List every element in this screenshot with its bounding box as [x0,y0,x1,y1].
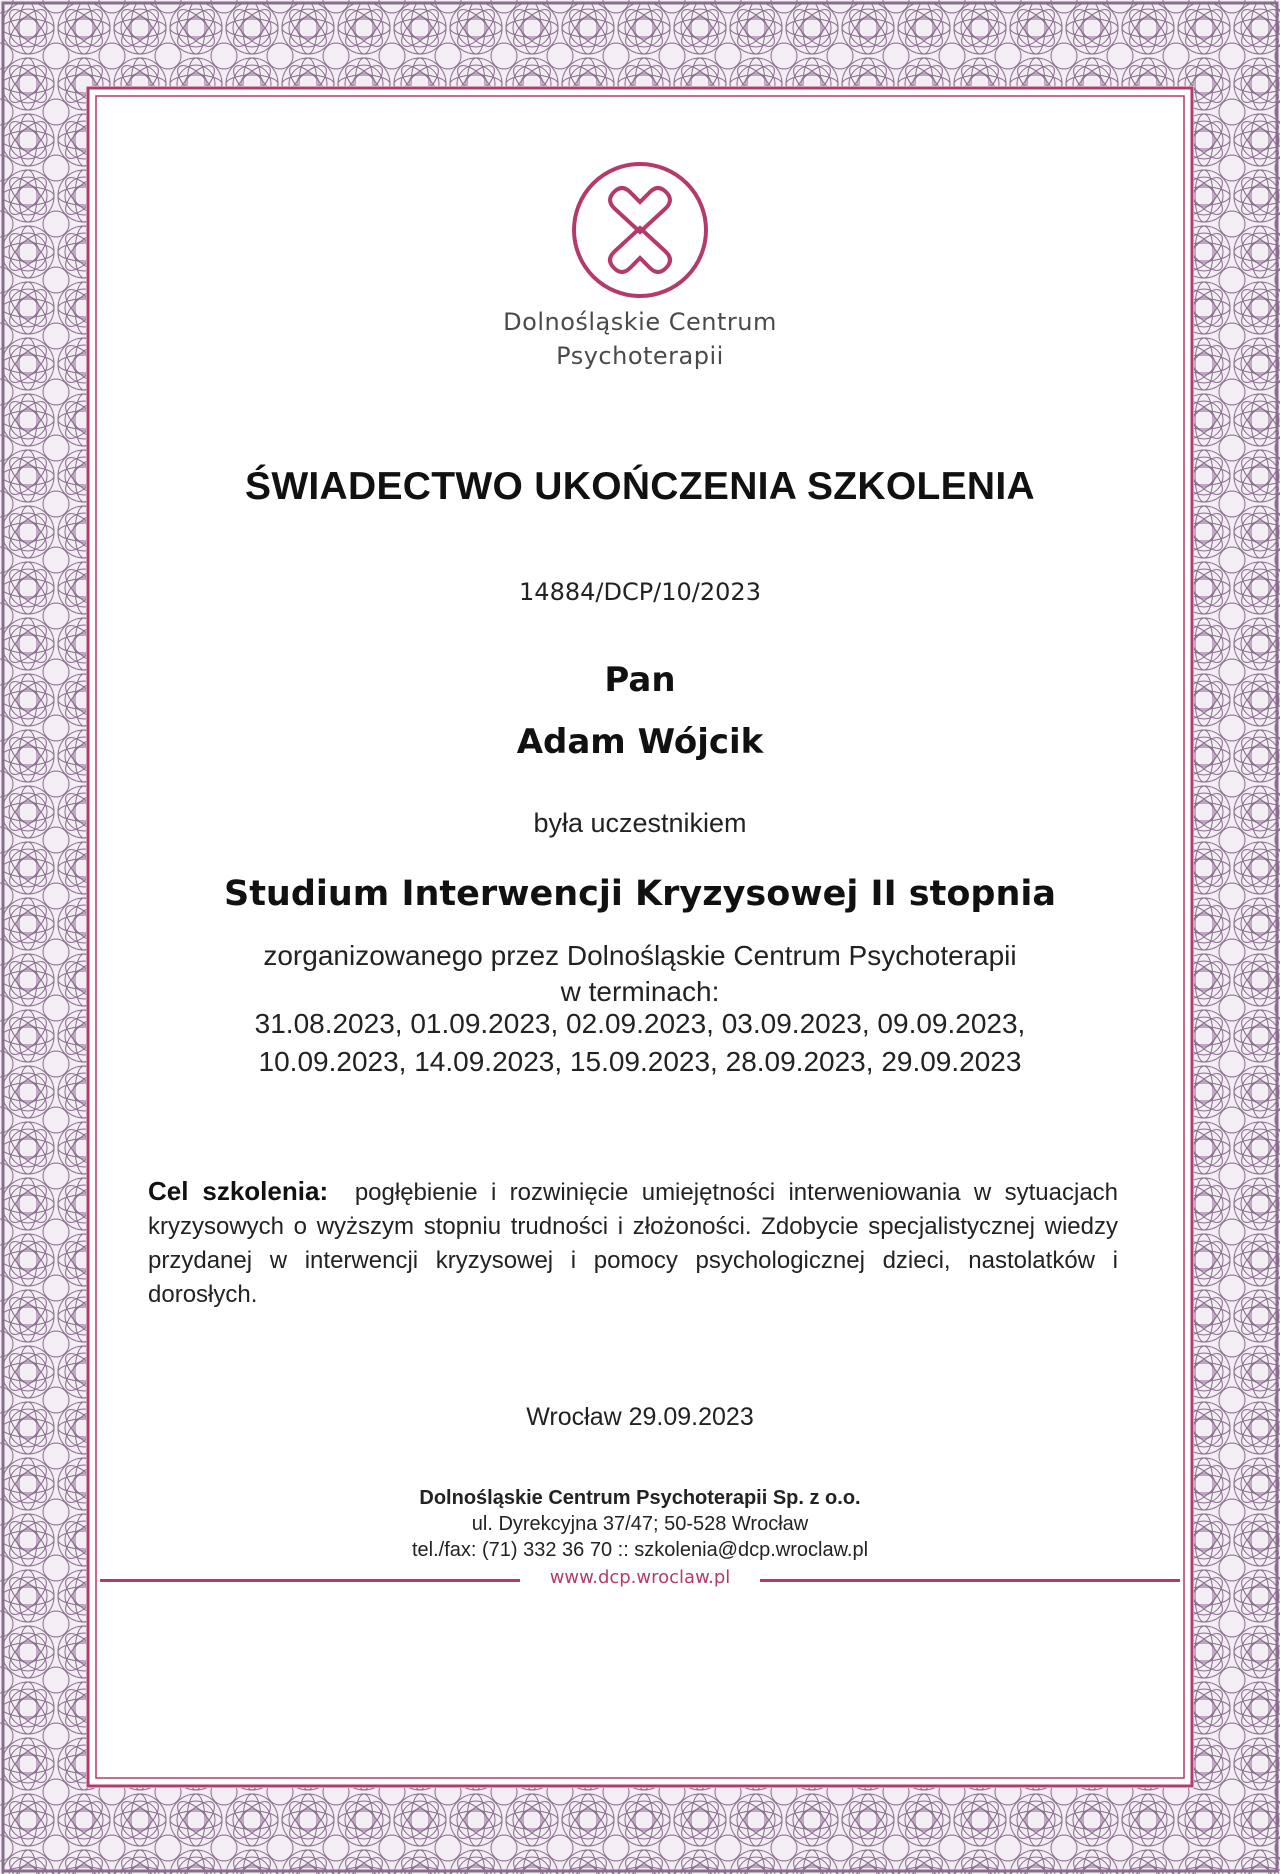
certificate-title: ŚWIADECTWO UKOŃCZENIA SZKOLENIA [245,465,1035,508]
website-row [100,1567,1180,1593]
terms-label: w terminach: [560,976,720,1007]
logo-name [100,305,1180,373]
knot-heart-logo-icon [570,160,710,300]
goal-text: pogłębienie i rozwinięcie umiejętności interweniowania w sytuacjach kryzysowych o wyższym stopniu trudności i złożoności. Zdobycie specjalistycznej wiedzy przydanej w interwencji kryzysowej i pomocy psychologicznej dzieci, nastolatków i dorosłych. [148,1179,1119,1308]
footer-contact: tel./fax: (71) 332 36 70 :: szkolenia@dcp.wroclaw.pl [411,1539,869,1561]
goal-label: Cel szkolenia [148,1176,320,1206]
certificate-number: 14884/DCP/10/2023 [519,578,761,606]
course-name: Studium Interwencji Kryzysowej II stopnia [223,874,1056,914]
dates-line-2: 10.09.2023, 14.09.2023, 15.09.2023, 28.09.2023, 29.09.2023 [258,1046,1022,1077]
place-date: Wrocław 29.09.2023 [526,1403,754,1431]
person-name: Adam Wójcik [516,722,764,762]
footer-address: ul. Dyrekcyjna 37/47; 50-528 Wrocław [471,1513,809,1535]
logo [100,160,1180,305]
logo-name-line2: Psychoterapii [556,342,724,370]
certificate-content [100,100,1180,1774]
salutation: Pan [604,660,676,700]
participant-text: była uczestnikiem [533,808,747,838]
goal-colon: : [319,1176,329,1206]
dates-line-1: 31.08.2023, 01.09.2023, 02.09.2023, 03.09.2023, 09.09.2023, [254,1008,1026,1039]
organizer-block [100,938,1180,1010]
dates-block [100,1005,1180,1081]
footer-company: Dolnośląskie Centrum Psychoterapii Sp. z o.o. [419,1487,861,1509]
logo-name-line1: Dolnośląskie Centrum [503,308,777,336]
goal-paragraph [148,1174,1118,1312]
footer [100,1485,1180,1563]
organizer-line: zorganizowanego przez Dolnośląskie Centrum Psychoterapii [263,940,1017,971]
website-link[interactable]: www.dcp.wroclaw.pl [549,1567,731,1588]
